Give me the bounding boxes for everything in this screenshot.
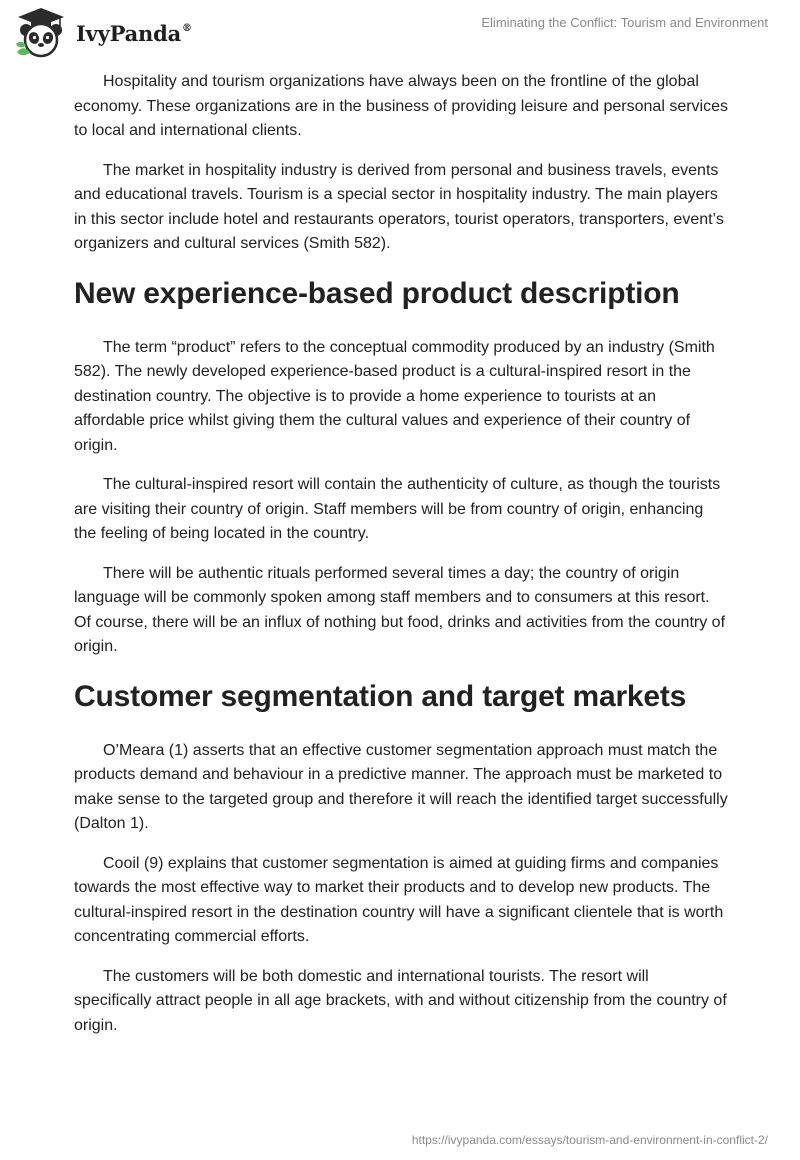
- paragraph-2: The market in hospitality industry is derived from personal and business travels, events and educational travels. Tourism is a special sector in hospitality industry. The main players in this sector include hotel and restaurants operators, tourist operators, transporters, event’s organizers and cultural services (Smith 582).: [74, 161, 724, 252]
- paragraph-8: The customers will be both domestic and international tourists. The resort will specifically attract people in all age brackets, with and without citizenship from the country of origin.: [74, 967, 727, 1034]
- registered-mark: ®: [182, 22, 192, 34]
- panda-graduate-icon: [14, 6, 68, 60]
- paragraph-5: There will be authentic rituals performed several times a day; the country of origin language will be commonly spoken among staff members and to consumers at this resort. Of course, there will be an influx of nothing but food, drinks and activities from the country of origin.: [74, 564, 726, 655]
- section-heading-product-description: New experience-based product description: [74, 276, 680, 310]
- essay-body: [74, 70, 729, 1053]
- ivypanda-logo[interactable]: [14, 6, 192, 60]
- paragraph-4: The cultural-inspired resort will contain the authenticity of culture, as though the tourists are visiting their country of origin. Staff members will be from country of origin, enhancing the feeling of being located in the country.: [74, 476, 721, 542]
- paragraph-6: O’Meara (1) asserts that an effective customer segmentation approach must match the products demand and behaviour in a predictive manner. The approach must be marketed to make sense to the targeted group and therefore it will reach the identified target successfully (Dalton 1).: [74, 741, 728, 832]
- source-url-link[interactable]: https://ivypanda.com/essays/tourism-and-environment-in-conflict-2/: [411, 1133, 768, 1147]
- paragraph-1: Hospitality and tourism organizations have always been on the frontline of the global economy. These organizations are in the business of providing leisure and personal services to local and international clients.: [74, 73, 728, 139]
- paragraph-7: Cooil (9) explains that customer segmentation is aimed at guiding firms and companies towards the most effective way to market their products and to develop new products. The cultural-inspired resort in the destination country will have a significant clientele that is worth concentrating commercial efforts.: [74, 854, 724, 945]
- brand-name: [76, 21, 192, 46]
- document-title: Eliminating the Conflict: Tourism and Environment: [481, 15, 768, 30]
- brand-name-text: IvyPanda: [76, 20, 182, 46]
- paragraph-3: The term “product” refers to the conceptual commodity produced by an industry (Smith 582). The newly developed experience-based product is a cultural-inspired resort in the destination country. The objective is to provide a home experience to tourists at an affordable price whilst giving them the cultural values and experience of their country of origin.: [74, 338, 715, 454]
- page-header: [0, 0, 800, 70]
- section-heading-customer-segmentation: Customer segmentation and target markets: [74, 679, 687, 713]
